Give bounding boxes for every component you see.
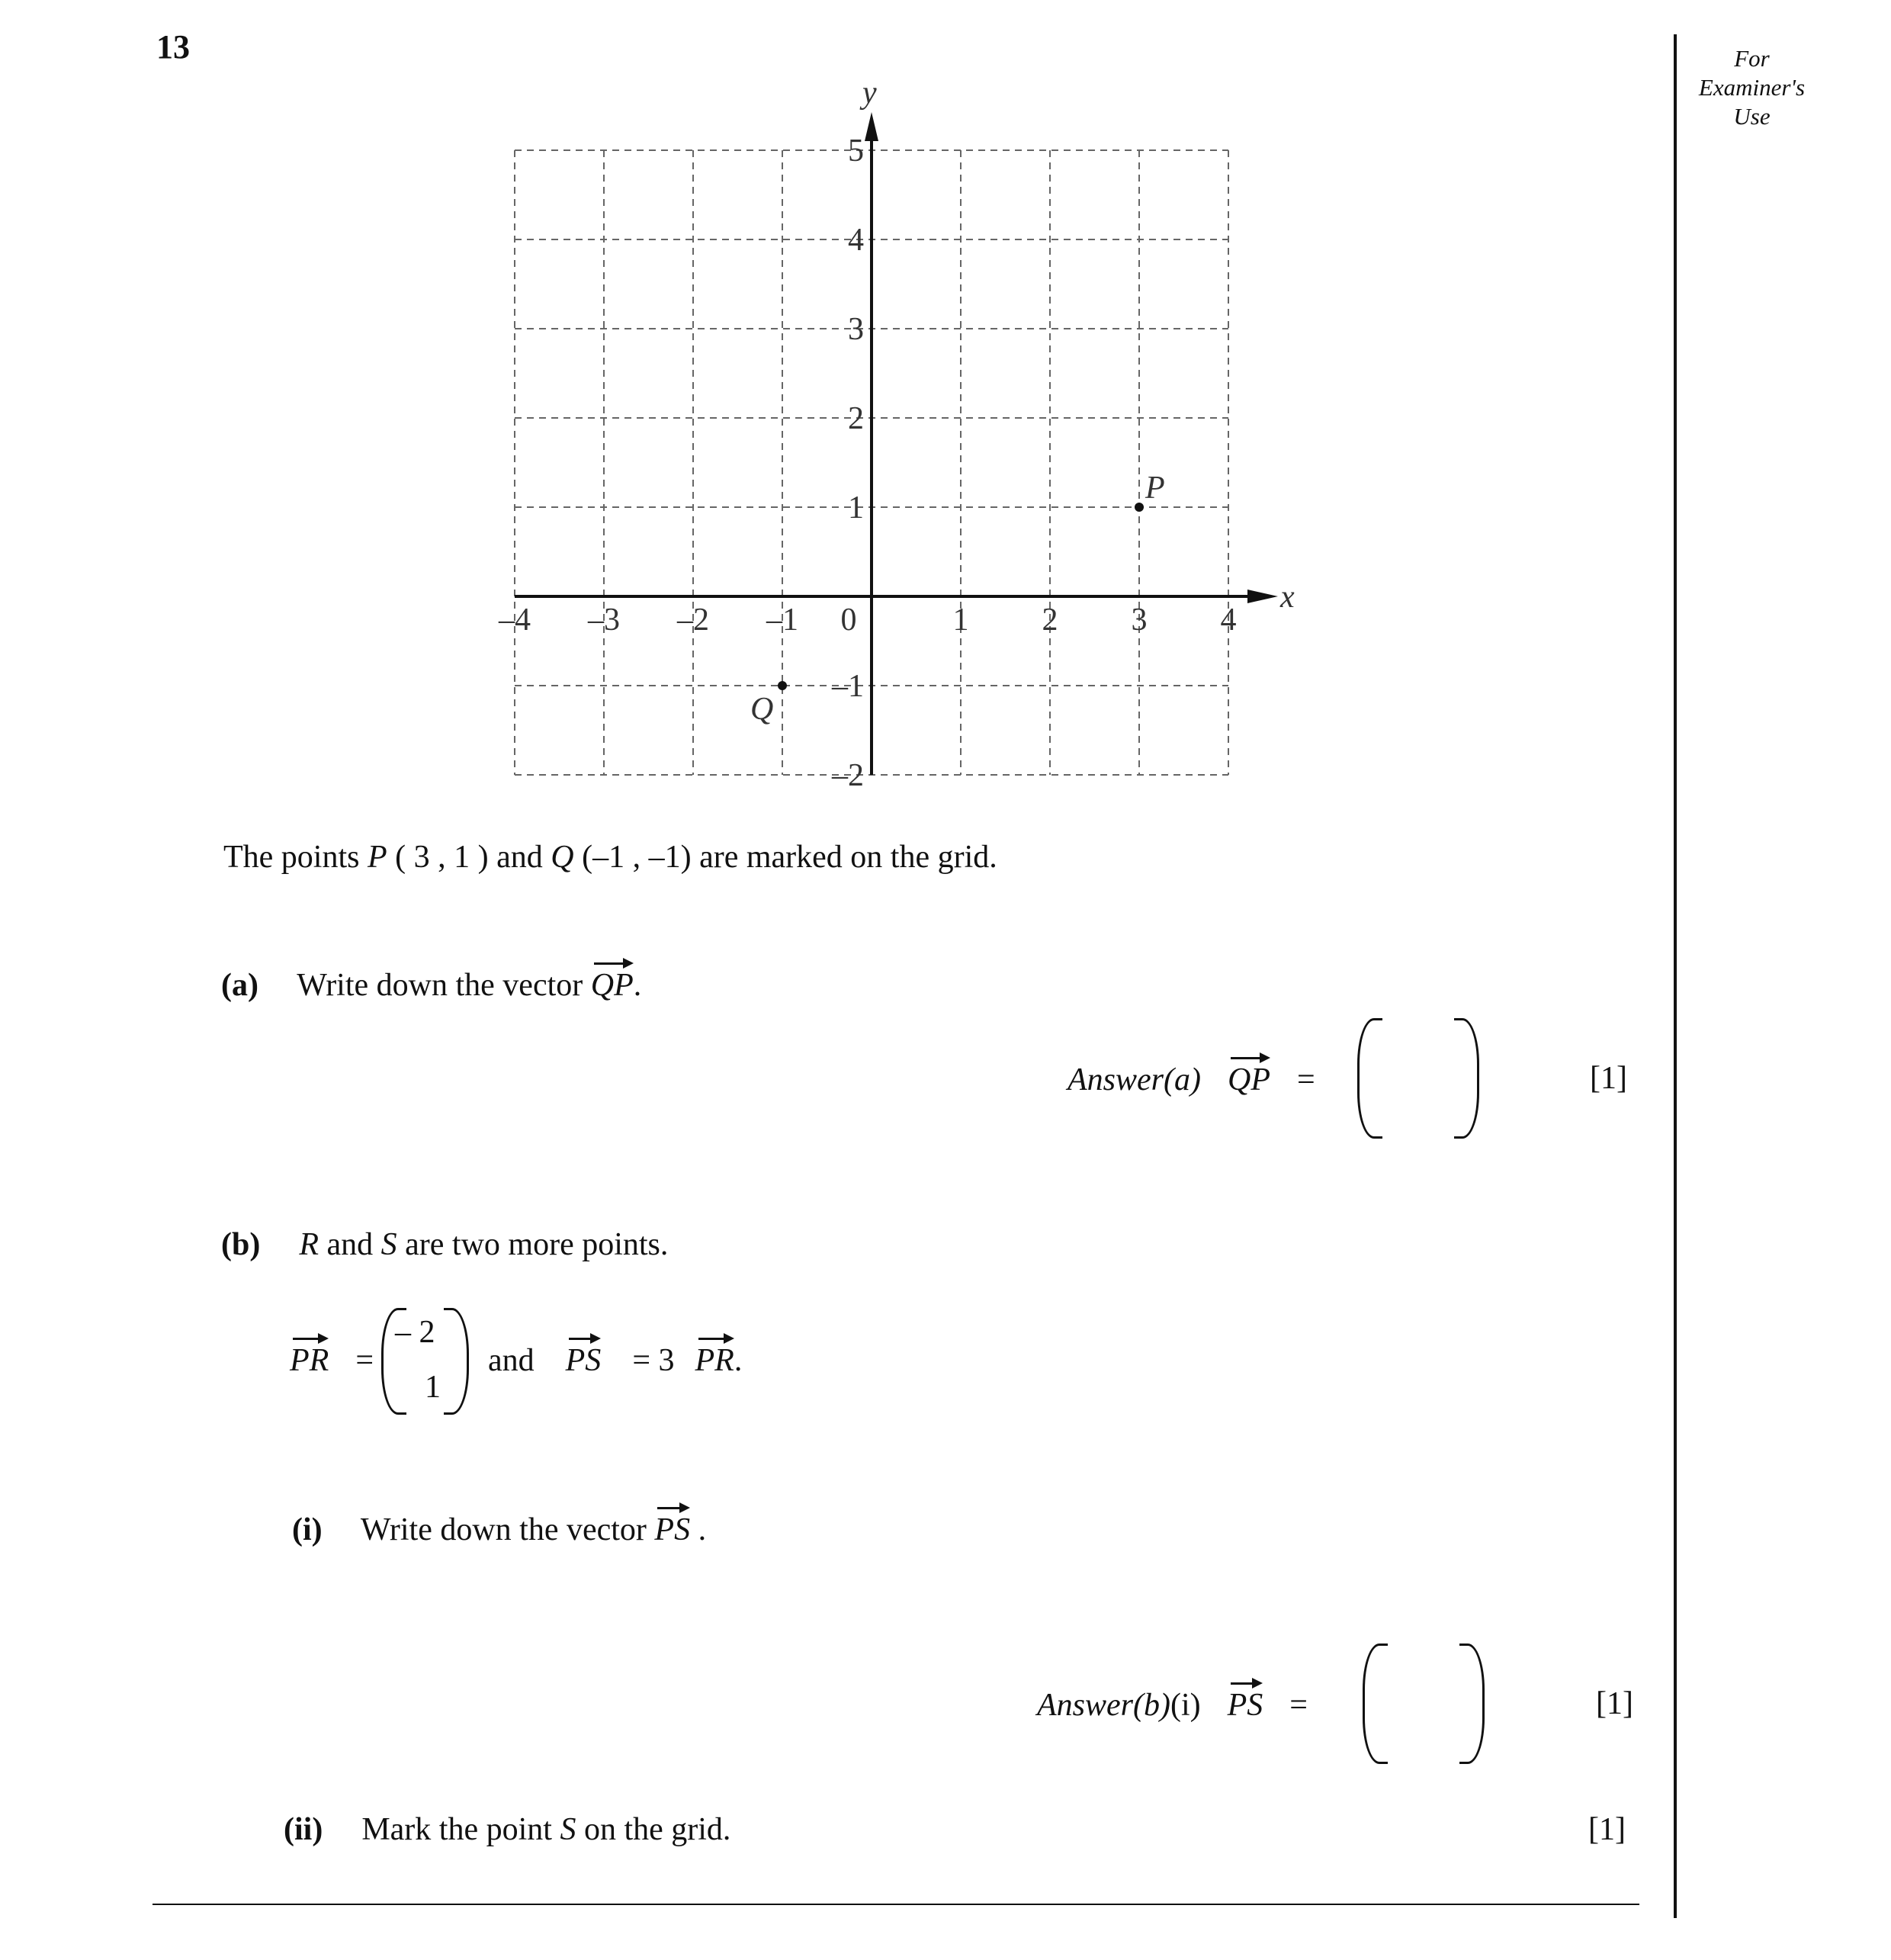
column-top: – 2 [395, 1315, 435, 1350]
answer-a-label: Answer(a) QP = [1068, 1062, 1315, 1097]
vector-ps-relation: and PS = 3 PR. [488, 1343, 743, 1378]
x-tick-label: –1 [766, 602, 798, 638]
y-tick-label: –2 [832, 758, 864, 793]
mark-b-ii: [1] [1588, 1812, 1626, 1847]
x-tick-label: 3 [1131, 602, 1148, 638]
answer-a-vector: QP [1227, 1062, 1270, 1097]
vector-pr: PR [290, 1343, 329, 1378]
left-bracket [1363, 1644, 1388, 1764]
point-label-q: Q [750, 692, 774, 727]
left-bracket [1357, 1018, 1382, 1139]
part-b-label: (b) [221, 1227, 261, 1262]
y-axis-label: y [862, 76, 877, 111]
part-b-ii-question: (ii) Mark the point S on the grid. [284, 1812, 731, 1847]
part-a-question: (a) Write down the vector QP. [221, 968, 642, 1003]
vector-ps: PS [565, 1343, 602, 1378]
y-tick-label: –1 [832, 669, 864, 704]
part-b-i-label: (i) [292, 1512, 323, 1547]
answer-b-i-box[interactable] [1363, 1644, 1485, 1762]
y-tick-label: 3 [848, 312, 864, 347]
answer-b-i-vector: PS [1227, 1688, 1263, 1723]
point-label-p: P [1145, 471, 1165, 506]
right-bracket [1459, 1644, 1485, 1764]
y-tick-label: 5 [848, 133, 864, 169]
examiner-label-line-3: Use [1733, 103, 1771, 130]
point-p [1135, 503, 1144, 512]
column-bottom: 1 [425, 1370, 441, 1405]
examiner-label-line-1: For [1734, 45, 1770, 72]
x-tick-label: 0 [840, 602, 857, 638]
examiner-margin-rule [1674, 34, 1677, 1918]
right-bracket [444, 1308, 469, 1415]
y-tick-label: 2 [848, 401, 864, 436]
vector-qp: QP [590, 968, 634, 1003]
y-axis-arrow [865, 112, 878, 141]
coordinate-grid[interactable] [473, 69, 1357, 816]
point-q [778, 681, 787, 690]
x-tick-label: –3 [588, 602, 620, 638]
x-axis-label: x [1280, 580, 1295, 615]
part-b-i-question: (i) Write down the vector PS . [292, 1512, 707, 1547]
vector-ps-i: PS [654, 1512, 691, 1547]
vector-pr-2: PR [695, 1343, 734, 1378]
answer-a-box[interactable] [1357, 1018, 1479, 1136]
column-vector-pr [381, 1308, 469, 1415]
examiner-label-line-2: Examiner's [1698, 74, 1806, 101]
question-number: 13 [156, 28, 190, 66]
right-bracket [1454, 1018, 1479, 1139]
y-tick-label: 4 [848, 223, 864, 258]
examiner-use-label [1681, 44, 1822, 131]
x-tick-label: –2 [677, 602, 709, 638]
x-axis-arrow [1247, 590, 1278, 603]
bottom-rule [152, 1904, 1639, 1905]
x-tick-label: 4 [1220, 602, 1237, 638]
answer-b-i-label: Answer(b)(i) PS = [1037, 1688, 1308, 1723]
part-b-question: (b) R and S are two more points. [221, 1227, 669, 1262]
part-a-label: (a) [221, 968, 258, 1003]
mark-b-i: [1] [1596, 1686, 1633, 1721]
intro-text: The points P ( 3 , 1 ) and Q (–1 , –1) are marked on the grid. [223, 840, 997, 875]
x-tick-label: 1 [952, 602, 969, 638]
x-tick-label: 2 [1042, 602, 1058, 638]
part-b-ii-label: (ii) [284, 1812, 323, 1847]
x-tick-label: –4 [499, 602, 531, 638]
mark-a: [1] [1590, 1061, 1627, 1096]
y-tick-label: 1 [848, 490, 864, 525]
vector-pr-definition: PR = [290, 1343, 374, 1378]
